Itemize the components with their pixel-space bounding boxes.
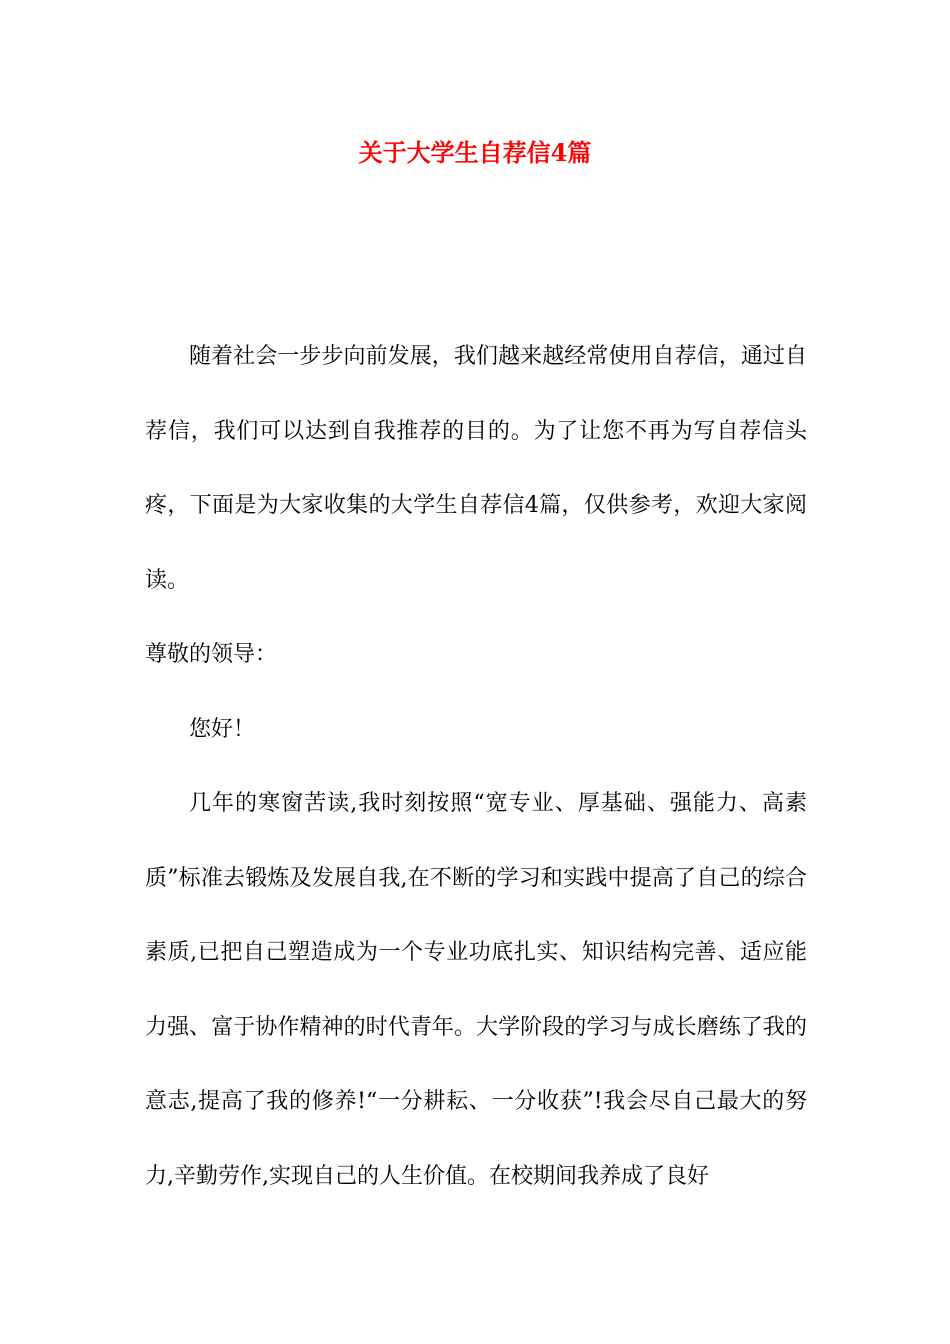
greeting: 您好！ bbox=[189, 716, 256, 742]
salutation: 尊敬的领导： bbox=[145, 642, 278, 667]
document-title: 关于大学生自荐信4篇 bbox=[358, 138, 592, 167]
intro-paragraph: 随着社会一步步向前发展，我们越来越经常使用自荐信，通过自荐信，我们可以达到自我推荐的目的。为了让您不再为写自荐信头疼，下面是为大家收集的大学生自荐信4篇，仅供参考，欢迎大家阅读。 bbox=[145, 344, 807, 593]
letter-paragraph: 几年的寒窗苦读,我时刻按照“宽专业、厚基础、强能力、高素质”标准去锻炼及发展自我,在不断的学习和实践中提高了自己的综合素质,已把自己塑造成为一个专业功底扎实、知识结构完善、适应能力强、富于协作精神的时代青年。大学阶段的学习与成长磨练了我的意志,提高了我的修养!“一分耕耘、一分收获”!我会尽自己最大的努力,辛勤劳作,实现自己的人生价值。在校期间我养成了良好 bbox=[145, 791, 807, 1189]
document-body bbox=[145, 320, 807, 1214]
